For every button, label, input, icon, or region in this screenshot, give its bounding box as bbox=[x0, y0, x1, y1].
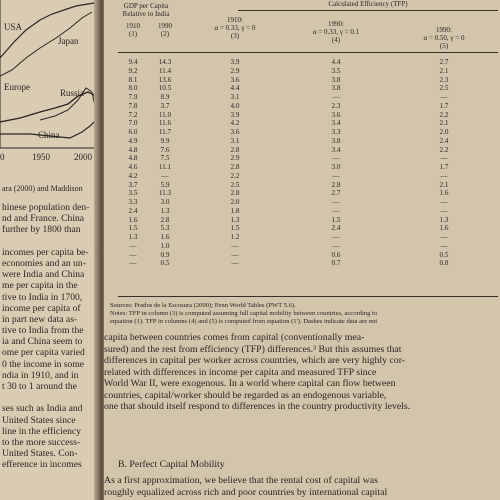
table-cell: 2.1 bbox=[439, 180, 449, 189]
col-1990-tfp-a bbox=[288, 58, 384, 268]
table-cell: 1.8 bbox=[230, 206, 240, 215]
table-cell: 1.5 bbox=[331, 215, 341, 224]
table-cell: 2.3 bbox=[331, 101, 341, 110]
subheading: B. Perfect Capital Mobility bbox=[118, 459, 225, 470]
table-cell: 0.5 bbox=[439, 250, 449, 259]
table-cell: 4.2 bbox=[230, 119, 240, 128]
japan-label: Japan bbox=[58, 36, 79, 46]
table-cell: — bbox=[440, 198, 448, 206]
table-cell: 2.9 bbox=[230, 66, 240, 75]
table-cell: 2.7 bbox=[439, 58, 449, 66]
table-cell: 8.0 bbox=[128, 84, 138, 93]
table-cell: 6.0 bbox=[128, 128, 138, 136]
header-efficiency: Calculated Efficiency (TFP) bbox=[328, 0, 408, 8]
table-cell: 4.4 bbox=[230, 84, 240, 93]
table-cell: 1.6 bbox=[439, 224, 449, 233]
col-1990-tfp-b bbox=[396, 58, 492, 268]
table-cell: — bbox=[332, 154, 340, 163]
table-cell: — bbox=[440, 154, 448, 163]
table-cell: 2.0 bbox=[439, 128, 449, 136]
table-cell: 11.0 bbox=[158, 110, 172, 119]
text-line: incomes per capita be- bbox=[2, 246, 89, 258]
table-cell: — bbox=[332, 198, 340, 206]
table-cell: 4.8 bbox=[128, 154, 138, 163]
table-cell: — bbox=[231, 250, 239, 259]
table-cell: — bbox=[440, 241, 448, 250]
text-line: related with differences in income per capita and measured TFP since bbox=[104, 366, 377, 378]
table-cell: 3.0 bbox=[160, 198, 170, 206]
table-cell: 3.3 bbox=[128, 198, 138, 206]
table-cell: 1.3 bbox=[439, 215, 449, 224]
left-page-chart bbox=[0, 0, 100, 160]
table-cell: 3.9 bbox=[230, 58, 240, 66]
table-cell: 3.6 bbox=[230, 128, 240, 136]
table-cell: — bbox=[332, 206, 340, 215]
table-cell: 9.4 bbox=[128, 58, 138, 66]
table-cell: — bbox=[440, 233, 448, 241]
x-tick-0: 0 bbox=[0, 152, 5, 160]
table-cell: 7.0 bbox=[128, 119, 138, 128]
table-cell: 2.2 bbox=[439, 110, 449, 119]
table-cell: 3.0 bbox=[331, 163, 341, 171]
x-tick-1950: 1950 bbox=[32, 152, 50, 160]
text-line: tive to India in 1700, bbox=[2, 291, 83, 303]
table-cell: 0.7 bbox=[331, 259, 341, 268]
china-label: China bbox=[38, 130, 60, 140]
text-line: World War II, were exogenous. In a world where capital can flow between bbox=[104, 378, 396, 389]
table-cell: 7.2 bbox=[128, 110, 138, 119]
table-cell: 4.9 bbox=[128, 136, 138, 145]
col-1910-tfp bbox=[198, 58, 272, 268]
table-cell: 4.0 bbox=[230, 101, 240, 110]
table-cell: 3.7 bbox=[128, 180, 138, 189]
table-cell: 7.6 bbox=[160, 145, 170, 154]
table-cell: 3.8 bbox=[331, 136, 341, 145]
table-cell: 2.8 bbox=[230, 145, 240, 154]
table-cell: 3.4 bbox=[331, 119, 341, 128]
table-cell: 1.2 bbox=[230, 233, 240, 241]
text-line: countries, capital/worker should be regarded as an endogenous variable, bbox=[104, 389, 387, 401]
col-header-1: 1910 (1) bbox=[126, 22, 140, 38]
table-cell: 2.8 bbox=[331, 180, 341, 189]
text-line: one that should itself respond to differences in the country productivity levels. bbox=[104, 401, 411, 412]
text-line: 0 the income in some bbox=[2, 358, 85, 370]
table-cell: 8.9 bbox=[160, 93, 170, 101]
note-sources: Sources: Prados de la Escosura (2000); Penn World Tables (PWT 5.6). bbox=[110, 302, 296, 309]
table-cell: 7.5 bbox=[160, 154, 170, 163]
table-cell: 3.4 bbox=[331, 145, 341, 154]
table-cell: 0.8 bbox=[439, 259, 449, 268]
table-cell: — bbox=[440, 93, 448, 101]
text-line: line in the efficiency bbox=[2, 425, 81, 437]
table-cell: 4.6 bbox=[128, 163, 138, 171]
table-cell: 4.8 bbox=[128, 145, 138, 154]
table-cell: 1.6 bbox=[128, 215, 138, 224]
table-cell: 9.9 bbox=[160, 136, 170, 145]
table-cell: 2.5 bbox=[230, 180, 240, 189]
table-bottom-rule bbox=[118, 296, 498, 297]
table-rule bbox=[238, 10, 498, 11]
table-cell: 2.1 bbox=[439, 66, 449, 75]
table-header-rule bbox=[118, 52, 498, 53]
table-cell: 1.5 bbox=[230, 224, 240, 233]
table-cell: 1.5 bbox=[128, 224, 138, 233]
table-cell: 3.5 bbox=[128, 189, 138, 198]
table-cell: 1.7 bbox=[439, 101, 449, 110]
table-cell: 3.1 bbox=[230, 93, 240, 101]
table-cell: 1.3 bbox=[128, 233, 138, 241]
note-line-2: equation (1). TFP in columns (4) and (5) is computed from equation (1'). Dashes indicate data are not bbox=[110, 318, 378, 325]
table-cell: — bbox=[440, 206, 448, 215]
body-text bbox=[104, 332, 494, 413]
table-cell: 2.8 bbox=[230, 189, 240, 198]
x-tick-2000: 2000 bbox=[74, 152, 92, 160]
table-cell: 1.7 bbox=[439, 163, 449, 171]
left-chart-caption: ara (2000) and Maddison bbox=[2, 184, 83, 193]
table-cell: 2.8 bbox=[230, 163, 240, 171]
table-cell: — bbox=[129, 241, 137, 250]
text-line: ome per capita varied bbox=[2, 347, 85, 359]
left-page-text bbox=[2, 202, 98, 471]
text-line: tive to India from the bbox=[2, 325, 84, 337]
text-line: income per capita of bbox=[2, 302, 81, 314]
table-cell: 2.4 bbox=[128, 206, 138, 215]
text-line: United States since bbox=[2, 414, 76, 426]
table-cell: 7.9 bbox=[128, 93, 138, 101]
table-cell: 1.6 bbox=[160, 233, 170, 241]
table-cell: — bbox=[129, 250, 137, 259]
table-cell: 11.6 bbox=[158, 119, 172, 128]
table-cell: — bbox=[161, 171, 169, 180]
left-page bbox=[0, 0, 100, 500]
table-cell: 1.3 bbox=[230, 215, 240, 224]
usa-label: USA bbox=[4, 22, 23, 32]
table-cell: 3.8 bbox=[331, 75, 341, 84]
table-cell: 3.6 bbox=[230, 75, 240, 84]
col-header-4: 1990: α = 0.33, γ = 0.1 (4) bbox=[312, 20, 360, 44]
table-cell: 11.7 bbox=[158, 128, 172, 136]
text-line: t 30 to 1 around the bbox=[2, 381, 77, 392]
table-cell: 2.3 bbox=[439, 75, 449, 84]
table-cell: 2.2 bbox=[230, 171, 240, 180]
text-line: in part new data as- bbox=[2, 313, 78, 325]
text-line: nd and France. China bbox=[2, 213, 85, 225]
table-cell: — bbox=[440, 171, 448, 180]
table-cell: 9.2 bbox=[128, 66, 138, 75]
col-header-5: 1990: α = 0.50, γ = 0 (5) bbox=[423, 26, 465, 50]
text-line: ia and China seem to bbox=[2, 336, 83, 348]
text-line: ndia in 1910, and in bbox=[2, 369, 79, 381]
table-cell: — bbox=[332, 233, 340, 241]
table-cell: 4.2 bbox=[128, 171, 138, 180]
right-page bbox=[104, 0, 500, 500]
table-cell: 11.3 bbox=[158, 189, 172, 198]
table-cell: 2.8 bbox=[160, 215, 170, 224]
table-cell: 2.4 bbox=[331, 224, 341, 233]
header-gdp: GDP per Capita Relative to India bbox=[122, 2, 170, 18]
table-cell: 2.2 bbox=[439, 145, 449, 154]
text-line: capita between countries comes from capital (conventionally mea- bbox=[104, 332, 365, 343]
table-cell: 3.1 bbox=[230, 136, 240, 145]
text-line: sured) and the rest from efficiency (TFP) differences.³ But this assumes that bbox=[104, 343, 402, 355]
table-cell: 11.1 bbox=[158, 163, 172, 171]
table-cell: — bbox=[231, 241, 239, 250]
table-cell: 1.3 bbox=[160, 206, 170, 215]
table-cell: 5.9 bbox=[160, 180, 170, 189]
col-header-2: 1990 (2) bbox=[158, 22, 172, 38]
table-cell: 0.5 bbox=[160, 259, 170, 268]
table-cell: 2.9 bbox=[230, 154, 240, 163]
note-line-1: Notes: TFP in column (3) is computed assuming full capital mobility between countries, according to bbox=[110, 310, 378, 317]
table-cell: 0.9 bbox=[160, 250, 170, 259]
table-cell: — bbox=[332, 241, 340, 250]
text-line: economies and an un- bbox=[2, 257, 86, 269]
text-line: roughly equalized across rich and poor countries by international capital bbox=[104, 486, 388, 498]
body-text-2 bbox=[104, 475, 494, 498]
russia-label: Russia bbox=[60, 88, 85, 98]
text-line: differences in capital per worker across countries, which are very highly cor- bbox=[104, 355, 406, 366]
table-cell: 3.5 bbox=[331, 66, 341, 75]
table-cell: 14.3 bbox=[158, 58, 172, 66]
table-cell: — bbox=[231, 259, 239, 268]
text-line bbox=[2, 392, 98, 403]
table-cell: 1.6 bbox=[439, 189, 449, 198]
table-cell: 7.8 bbox=[128, 101, 138, 110]
table-cell: 4.4 bbox=[331, 58, 341, 66]
table-cell: 5.3 bbox=[160, 224, 170, 233]
table-cell: 3.6 bbox=[331, 110, 341, 119]
text-line: As a first approximation, we believe that the rental cost of capital was bbox=[104, 475, 378, 486]
text-line: further by 1800 than bbox=[2, 224, 81, 236]
text-line bbox=[2, 236, 98, 247]
col-header-3: 1910: α = 0.33, γ = 0 (3) bbox=[214, 16, 256, 40]
table-cell: 3.3 bbox=[331, 128, 341, 136]
table-cell: 2.1 bbox=[439, 119, 449, 128]
table-cell: 3.8 bbox=[331, 84, 341, 93]
col-1990-gdp bbox=[148, 58, 182, 268]
table-cell: 3.9 bbox=[230, 110, 240, 119]
table-notes bbox=[110, 302, 490, 326]
text-line: efference in incomes bbox=[2, 459, 82, 471]
text-line: to the more success- bbox=[2, 436, 81, 448]
table-cell: 13.6 bbox=[158, 75, 172, 84]
table-cell: 1.0 bbox=[160, 241, 170, 250]
table-cell: — bbox=[332, 93, 340, 101]
table-cell: 2.4 bbox=[439, 136, 449, 145]
text-line: hinese population den- bbox=[2, 202, 90, 213]
table-cell: 11.4 bbox=[158, 66, 172, 75]
col-1910-gdp bbox=[118, 58, 148, 268]
table-cell: 2.0 bbox=[230, 198, 240, 206]
table-cell: 10.5 bbox=[158, 84, 172, 93]
text-line: United States. Con- bbox=[2, 448, 78, 460]
table-cell: 3.7 bbox=[160, 101, 170, 110]
table-cell: 2.7 bbox=[331, 189, 341, 198]
table-cell: 8.1 bbox=[128, 75, 138, 84]
table-cell: — bbox=[129, 259, 137, 268]
table-cell: — bbox=[332, 171, 340, 180]
table-cell: 0.6 bbox=[331, 250, 341, 259]
text-line: ses such as India and bbox=[2, 403, 83, 415]
table-cell: 2.5 bbox=[439, 84, 449, 93]
text-line: me per capita in the bbox=[2, 280, 78, 292]
text-line: were India and China bbox=[2, 269, 85, 281]
europe-label: Europe bbox=[4, 82, 30, 92]
